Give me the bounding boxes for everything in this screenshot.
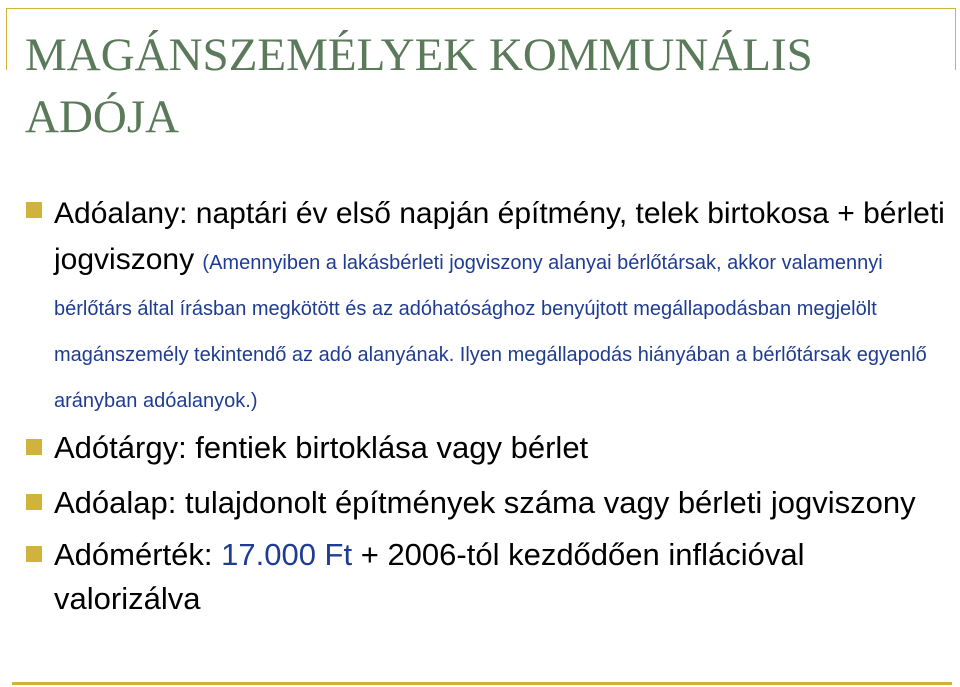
bullet-tax-base	[26, 481, 946, 525]
square-bullet-icon	[26, 202, 42, 218]
tax-amount: 17.000 Ft	[221, 537, 353, 572]
bullet-text: Adóalany: naptári év első napján építmény, telek birtokosa + bérleti jogviszony	[54, 197, 945, 276]
square-bullet-icon	[26, 546, 42, 562]
square-bullet-icon	[26, 439, 42, 455]
bullet-label: Adómérték:	[54, 537, 222, 572]
bullet-text: + 2006-tól kezdődően inflációval valorizálva	[54, 537, 805, 616]
bullet-taxpayer	[26, 191, 946, 421]
bullet-text: Adóalap: tulajdonolt építmények száma vagy bérleti jogviszony	[54, 485, 916, 520]
bullet-note: (Amennyiben a lakásbérleti jogviszony alanyai bérlőtársak, akkor valamennyi bérlőtárs által írásban megkötött és az adóhatósághoz benyújtott megállapodásban megjelölt magánszemély tekintendő az adó alanyának. Ilyen megállapodás hiányában a bérlőtársak egyenlő arányban adóalanyok.)	[54, 252, 927, 412]
slide-frame-bottom	[12, 682, 952, 685]
bullet-tax-rate	[26, 533, 946, 621]
bullet-list	[26, 191, 946, 621]
slide-frame-right	[955, 8, 956, 70]
bullet-text: Adótárgy: fentiek birtoklása vagy bérlet	[54, 430, 589, 465]
slide-title: MAGÁNSZEMÉLYEK KOMMUNÁLIS ADÓJA	[25, 29, 813, 143]
slide-frame-top	[6, 8, 956, 9]
bullet-tax-object	[26, 426, 946, 470]
slide-frame-left	[6, 8, 7, 70]
square-bullet-icon	[26, 494, 42, 510]
